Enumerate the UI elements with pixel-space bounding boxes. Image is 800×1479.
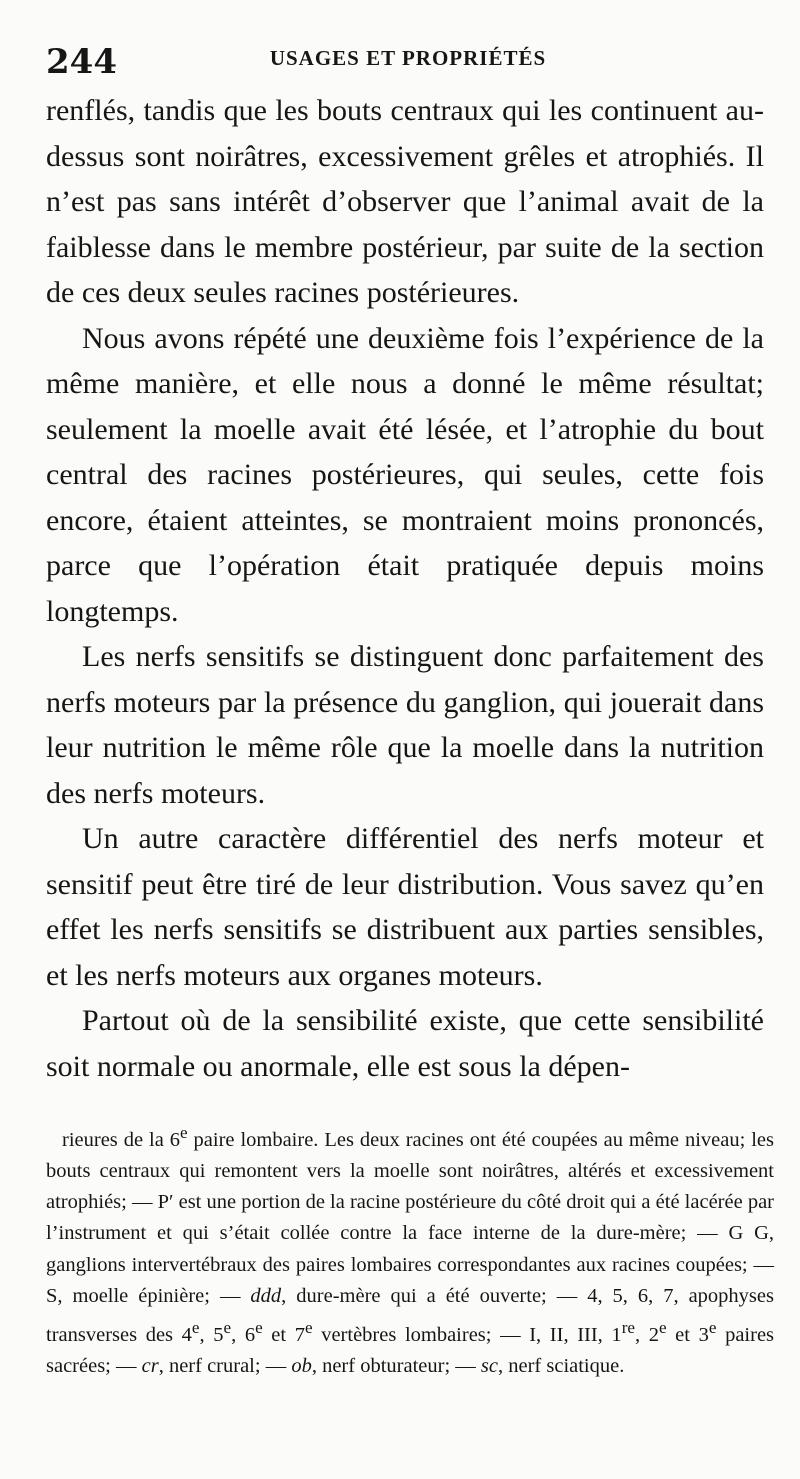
footnote-text: paire lombaire. Les deux racines ont été coupées au même niveau; les bouts centraux qui remontent vers la moelle sont noirâtres, altérés et excessivement atrophiés; — P′ est une portion de la racine postérieure du côté droit qui a été lacérée par l’instrument et qui s’était collée contre la face interne de la dure-mère; — G G, ganglions intervertébraux des paires lombaires correspondantes aux racines coupées; — S, moelle épinière; — (46, 1128, 774, 1307)
footnote-text: et 3 (666, 1323, 709, 1346)
paragraph-sensibility: Partout où de la sensibilité existe, que cette sensibilité soit normale ou anormale, elle est sous la dépen- (46, 1004, 764, 1083)
page-number: 244 (46, 42, 117, 82)
superscript: e (255, 1318, 263, 1338)
footnote-label-italic: ddd (250, 1284, 282, 1307)
footnote-text: paires sacrées; — (46, 1323, 775, 1378)
footnote-text: , 6 (231, 1323, 256, 1346)
footnote-text: , 5 (199, 1323, 224, 1346)
footnote (46, 1117, 774, 1382)
superscript: e (658, 1318, 667, 1338)
running-head: USAGES ET PROPRIÉTÉS (269, 46, 547, 70)
footnote-text: , nerf obturateur; — (311, 1355, 481, 1378)
paragraph-distribution: Un autre caractère différentiel des nerfs moteur et sensitif peut être tiré de leur distribution. Vous savez qu’en effet les nerfs sensitifs se distribuent aux parties sensibles, et les nerfs moteurs aux organes moteurs. (46, 822, 764, 992)
footnote-text: vertèbres lombaires; — I, II, III, 1 (312, 1323, 622, 1346)
footnote-text: rieures de la 6 (62, 1128, 180, 1151)
superscript: e (180, 1123, 188, 1142)
footnote-label-italic: sc (480, 1355, 498, 1378)
paragraph-continued: renflés, tandis que les bouts centraux qui les continuent au-dessus sont noirâtres, excessivement grêles et atrophiés. Il n’est pas sans intérêt d’observer que l’animal avait de la faiblesse dans le membre postérieur, par suite de la section de ces deux seules racines postérieures. (46, 94, 764, 309)
paragraph-ganglion: Les nerfs sensitifs se distinguent donc parfaitement des nerfs moteurs par la présence du ganglion, qui jouerait dans leur nutrition le même rôle que la moelle dans la nutrition des nerfs moteurs. (46, 640, 764, 810)
superscript: e (304, 1318, 313, 1338)
page-header (46, 40, 770, 86)
footnote-text: , 2 (634, 1323, 659, 1346)
paragraph-second-experiment: Nous avons répété une deuxième fois l’expérience de la même manière, et elle nous a donné le même résultat; seulement la moelle avait été lésée, et l’atrophie du bout central des racines postérieures, qui seules, cette fois encore, étaient atteintes, se montraient moins prononcés, parce que l’opération était pratiquée depuis moins longtemps. (46, 321, 764, 628)
superscript: e (191, 1318, 200, 1338)
footnote-label-italic: ob (291, 1355, 312, 1378)
footnote-text: , dure-mère qui a été ouverte; — 4, 5, 6, 7, apophyses transverses des 4 (46, 1284, 774, 1346)
superscript: re (621, 1318, 635, 1338)
footnote-label-italic: cr (141, 1355, 159, 1378)
main-text (46, 88, 764, 1089)
footnote-text: et 7 (262, 1323, 305, 1346)
superscript: e (708, 1318, 717, 1338)
superscript: e (223, 1318, 232, 1338)
footnote-text: , nerf sciatique. (497, 1355, 625, 1378)
footnote-text: , nerf crural; — (158, 1355, 292, 1378)
